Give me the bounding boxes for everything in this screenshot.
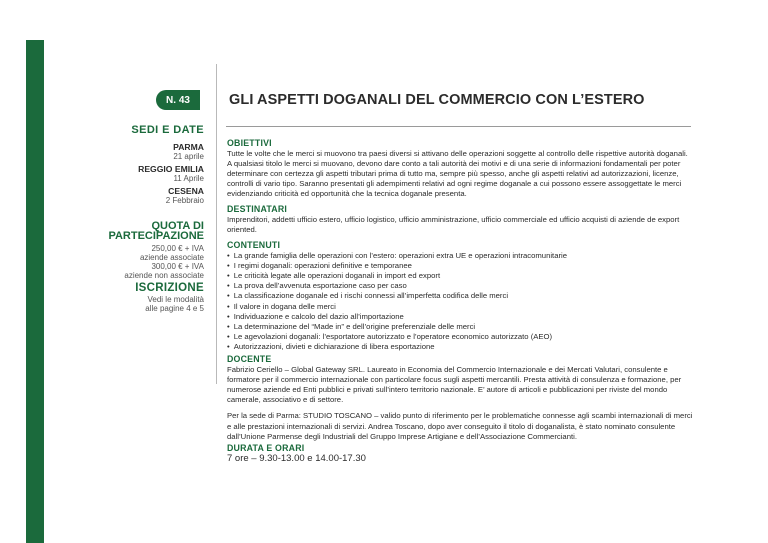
green-side-bar: [26, 40, 44, 543]
sede-city-cesena: CESENA: [168, 186, 204, 196]
vertical-divider: [216, 64, 217, 384]
contenuti-section: [227, 240, 693, 352]
sede-city-parma: PARMA: [173, 142, 204, 152]
title-divider: [226, 126, 691, 127]
sede-city-reggio: REGGIO EMILIA: [138, 164, 204, 174]
iscrizione-line1: Vedi le modalità: [147, 295, 204, 304]
list-item: • La determinazione del “Made in” e dell’origine preferenziale delle merci: [227, 322, 693, 332]
quota-price-associate: 250,00 € + IVA: [151, 244, 204, 253]
quota-label-non-associate: aziende non associate: [124, 271, 204, 280]
iscrizione-line2: alle pagine 4 e 5: [145, 304, 204, 313]
durata-section: [227, 443, 693, 464]
quota-price-non-associate: 300,00 € + IVA: [151, 262, 204, 271]
docente-text-toscano: Per la sede di Parma: STUDIO TOSCANO – valido punto di riferimento per le problematiche connesse agli scambi internazionali di merci e alle prestazioni internazionali di servizi. Andrea Toscano, dopo aver conseguito il titolo di doganalista, è stato nominato consulente dall’Unione Parmense degli Industriali del Gruppo Imprese Artigiane e dell’Associazione Commercianti.: [227, 411, 693, 441]
list-item: • La prova dell’avvenuta esportazione caso per caso: [227, 281, 693, 291]
durata-text: 7 ore – 9.30-13.00 e 14.00-17.30: [227, 453, 366, 465]
list-item: • La classificazione doganale ed i rischi connessi all’imperfetta codifica delle merci: [227, 291, 693, 301]
obiettivi-text: Tutte le volte che le merci si muovono tra paesi diversi si attivano delle operazioni soggette al controllo delle rispettive autorità doganali. A qualsiasi titolo le merci si muovano, devono dare conto a tali autorità dei motivi e di una serie di informazioni fondamentali per poter determinare con certezza gli aspetti tributari prima di tutto ma, sempre più spesso, anche gli aspetti relativi ad autorizzazioni, licenze, controlli di vario tipo. Saranno presentati gli adempimenti relativi ad ogni regime doganale a cui possono essere assoggettate le merci evidenziando criticità ed opportunità che la tecnica doganale presenta.: [227, 149, 688, 199]
docente-section: [227, 354, 693, 442]
sede-date-reggio: 11 Aprile: [173, 174, 204, 183]
page-title: GLI ASPETTI DOGANALI DEL COMMERCIO CON L’ESTERO: [229, 92, 645, 108]
obiettivi-heading: OBIETTIVI: [227, 138, 272, 148]
destinatari-section: [227, 204, 693, 235]
durata-heading: DURATA E ORARI: [227, 443, 305, 453]
destinatari-heading: DESTINATARI: [227, 204, 288, 214]
list-item: • Autorizzazioni, divieti e dichiarazione di libera esportazione: [227, 342, 693, 352]
docente-heading: DOCENTE: [227, 354, 272, 364]
list-item: • Le agevolazioni doganali: l’esportatore autorizzato e l’operatore economico autorizzato (AEO): [227, 332, 693, 342]
list-item: • Individuazione e calcolo del dazio all’importazione: [227, 312, 693, 322]
sede-date-cesena: 2 Febbraio: [165, 196, 204, 205]
quota-label-associate: aziende associate: [139, 253, 204, 262]
contenuti-heading: CONTENUTI: [227, 240, 281, 250]
quota-heading-line2: PARTECIPAZIONE: [108, 230, 204, 242]
list-item: • La grande famiglia delle operazioni con l’estero: operazioni extra UE e operazioni intracomunitarie: [227, 251, 693, 261]
list-item: • I regimi doganali: operazioni definitive e temporanee: [227, 261, 693, 271]
quota-heading-line1: QUOTA DI: [151, 220, 204, 232]
course-number-badge: N. 43: [156, 90, 200, 110]
list-item: • Le criticità legate alle operazioni doganali in import ed export: [227, 271, 693, 281]
sedi-heading: SEDI E DATE: [131, 124, 204, 136]
sede-date-parma: 21 aprile: [173, 152, 204, 161]
obiettivi-section: [227, 138, 693, 200]
destinatari-text: Imprenditori, addetti ufficio estero, ufficio logistico, ufficio amministrazione, ufficio commerciale ed ufficio acquisti di aziende de export oriented.: [227, 215, 680, 235]
list-item: • Il valore in dogana delle merci: [227, 302, 693, 312]
iscrizione-heading: ISCRIZIONE: [135, 282, 204, 294]
contenuti-list: [227, 251, 693, 352]
docente-text-ceriello: Fabrizio Ceriello – Global Gateway SRL. Laureato in Economia del Commercio Internazionale e dei Mercati Valutari, consulente e formatore per il commercio internazionale con particolare focus sugli aspetti mercantili. Presta attività di consulenza e formazione, per numerose aziende ed Enti pubblici e privati sull’intero territorio nazionale. E’ autore di articoli e pubblicazioni per riviste del mondo camerale, associativo e di settore.: [227, 365, 682, 405]
